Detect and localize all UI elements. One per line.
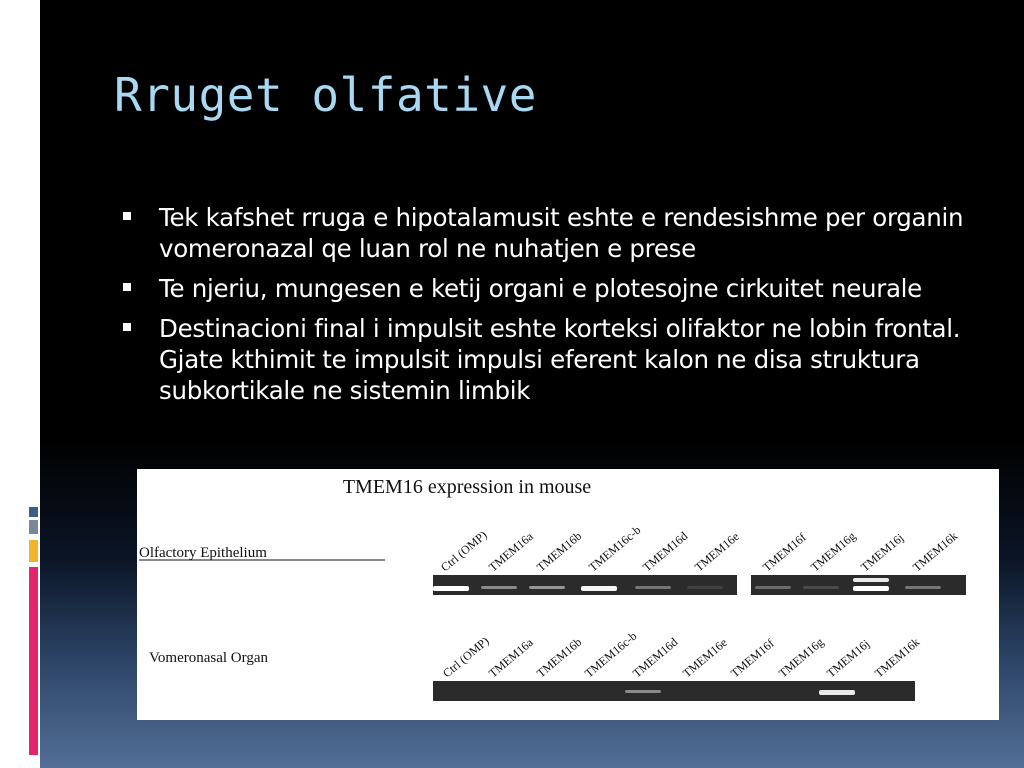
row1-band	[635, 586, 671, 589]
row2-lane-label: TMEM16j	[823, 636, 873, 681]
row2-lane-label: TMEM16c-b	[581, 628, 640, 681]
row1-lane-label: TMEM16f	[759, 530, 809, 575]
figure-title: TMEM16 expression in mouse	[342, 476, 592, 498]
bullet-item	[122, 273, 972, 304]
row2-band	[625, 690, 661, 693]
bullet-text: Te njeriu, mungesen e ketij organi e plotesojne cirkuitet neurale	[159, 274, 922, 303]
square-bullet-icon	[123, 323, 131, 331]
row2-lane-label: TMEM16d	[629, 634, 681, 681]
row1-lane-label: TMEM16e	[691, 529, 742, 575]
row-label-olfactory-epithelium: Olfactory Epithelium	[139, 545, 267, 561]
row1-band	[853, 586, 889, 591]
row2-lane-label: TMEM16e	[679, 635, 730, 681]
row1-band	[687, 586, 723, 589]
row1-lane-labels	[438, 523, 960, 574]
bullet-text: Destinacioni final i impulsit eshte korteksi olifaktor ne lobin frontal. Gjate kthimit te impulsit impulsi eferent kalon ne disa struktura subkortikale ne sistemin limbik	[159, 314, 961, 405]
row1-lane-label: TMEM16b	[533, 528, 585, 575]
bullet-list	[122, 202, 972, 415]
square-bullet-icon	[123, 212, 131, 220]
row2-lane-label: Ctrl (OMP)	[439, 633, 492, 681]
row1-lane-label: TMEM16d	[639, 528, 691, 575]
row2-lane-labels	[440, 629, 922, 680]
bullet-item	[122, 202, 972, 264]
row1-lane-label: Ctrl (OMP)	[437, 527, 490, 575]
row1-lane-label: TMEM16g	[807, 528, 859, 575]
row1-lane-label: TMEM16c-b	[585, 522, 644, 575]
slide-title: Rruget olfative	[114, 68, 537, 122]
row1-band	[481, 586, 517, 589]
gel-figure	[137, 469, 999, 720]
row1-lane-label: TMEM16a	[485, 529, 536, 575]
row1-band	[853, 578, 889, 582]
row2-lane-label: TMEM16k	[871, 634, 923, 681]
row1-lane-label: TMEM16j	[857, 530, 907, 575]
bullet-text: Tek kafshet rruga e hipotalamusit eshte e rendesishme per organin vomeronazal qe luan rol ne nuhatjen e prese	[159, 203, 964, 263]
square-bullet-icon	[123, 283, 131, 291]
row1-band	[905, 586, 941, 589]
row2-band	[819, 690, 855, 695]
row1-band	[581, 586, 617, 591]
accent-bar-pink	[29, 567, 38, 755]
gel-figure-svg	[137, 469, 999, 720]
row1-lane-label: TMEM16k	[909, 528, 961, 575]
row-label-vomeronasal-organ: Vomeronasal Organ	[149, 650, 269, 666]
gel-strip-row1-left	[433, 575, 737, 595]
row2-lane-label: TMEM16g	[775, 634, 827, 681]
bullet-item	[122, 313, 972, 406]
row1-band	[803, 586, 839, 589]
row1-band	[433, 586, 469, 591]
row1-band	[755, 586, 791, 589]
row1-band	[529, 586, 565, 589]
accent-bar-blue	[29, 507, 38, 517]
accent-bar-gold	[29, 540, 38, 562]
row2-lane-label: TMEM16a	[485, 635, 536, 681]
accent-bar-gray	[29, 520, 38, 534]
row2-lane-label: TMEM16b	[533, 634, 585, 681]
row2-lane-label: TMEM16f	[727, 636, 777, 681]
